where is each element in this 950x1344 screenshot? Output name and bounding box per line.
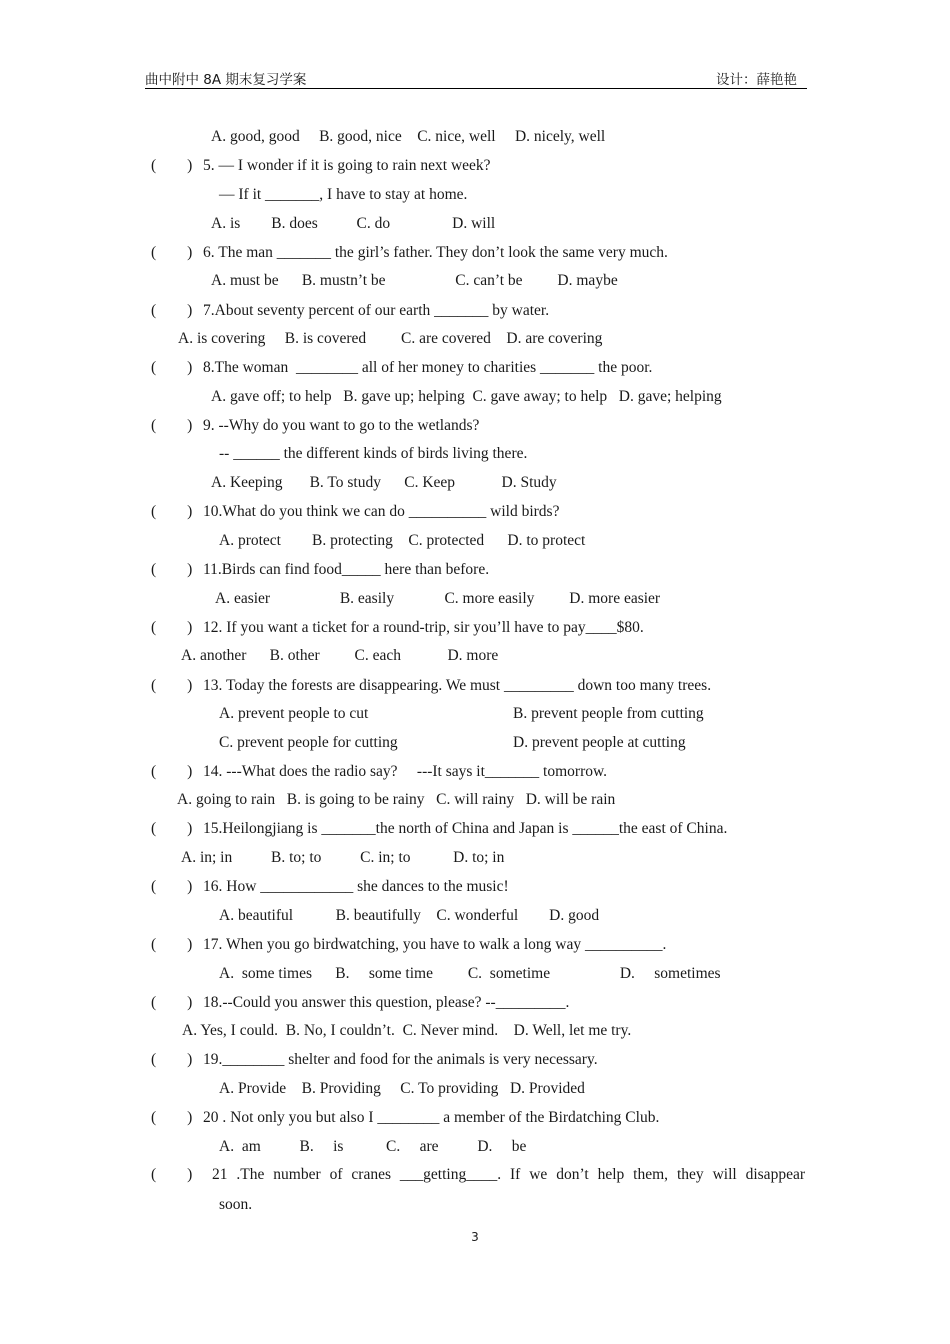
question-text: 9. --Why do you want to go to the wetlands? [203, 417, 480, 434]
question-text: 5. — I wonder if it is going to rain next week? [203, 157, 491, 174]
question-text: 18.--Could you answer this question, please? --_________. [203, 994, 570, 1011]
question-text: 15.Heilongjiang is _______the north of China and Japan is ______the east of China. [203, 820, 728, 837]
option-line: C. prevent people for cutting [219, 734, 398, 751]
option-line: -- ______ the different kinds of birds living there. [219, 445, 528, 462]
option-line: A. good, good B. good, nice C. nice, well D. nicely, well [211, 128, 606, 145]
answer-blank: ( ) [151, 820, 193, 837]
option-line: A. prevent people to cut [219, 705, 369, 722]
option-line: A. is covering B. is covered C. are covered D. are covering [178, 330, 603, 347]
option-line: A. am B. is C. are D. be [219, 1138, 527, 1155]
question-text: 8.The woman ________ all of her money to charities _______ the poor. [203, 359, 653, 376]
answer-blank: ( ) [151, 994, 193, 1011]
answer-blank: ( ) [151, 936, 193, 953]
answer-blank: ( ) [151, 1166, 193, 1183]
option-line: A. another B. other C. each D. more [181, 647, 499, 664]
answer-blank: ( ) [151, 157, 193, 174]
answer-blank: ( ) [151, 677, 193, 694]
answer-blank: ( ) [151, 302, 193, 319]
answer-blank: ( ) [151, 503, 193, 520]
page-number: 3 [471, 1230, 479, 1244]
question-text: 19.________ shelter and food for the animals is very necessary. [203, 1051, 598, 1068]
option-line: A. Yes, I could. B. No, I couldn’t. C. Never mind. D. Well, let me try. [182, 1022, 632, 1039]
page-header [145, 66, 807, 89]
question-text: 17. When you go birdwatching, you have to walk a long way __________. [203, 936, 667, 953]
option-line: D. prevent people at cutting [513, 734, 686, 751]
option-line: A. Keeping B. To study C. Keep D. Study [211, 474, 557, 491]
option-line: A. protect B. protecting C. protected D. to protect [219, 532, 586, 549]
question-text: 14. ---What does the radio say? ---It says it_______ tomorrow. [203, 763, 608, 780]
answer-blank: ( ) [151, 561, 193, 578]
answer-blank: ( ) [151, 1051, 193, 1068]
answer-blank: ( ) [151, 763, 193, 780]
answer-blank: ( ) [151, 619, 193, 636]
answer-blank: ( ) [151, 359, 193, 376]
option-line: B. prevent people from cutting [513, 705, 704, 722]
option-line: A. in; in B. to; to C. in; to D. to; in [181, 849, 505, 866]
option-line: A. is B. does C. do D. will [211, 215, 496, 232]
option-line: A. gave off; to help B. gave up; helping C. gave away; to help D. gave; helping [211, 388, 722, 405]
question-text: 12. If you want a ticket for a round-trip, sir you’ll have to pay____$80. [203, 619, 644, 636]
header-title: 曲中附中 8A 期末复习学案 [145, 72, 307, 88]
header-designer: 设计：薛艳艳 [716, 72, 797, 88]
question-text: 16. How ____________ she dances to the music! [203, 878, 509, 895]
option-line: A. going to rain B. is going to be rainy C. will rainy D. will be rain [177, 791, 616, 808]
question-text: 6. The man _______ the girl’s father. They don’t look the same very much. [203, 244, 668, 261]
question-text: 11.Birds can find food_____ here than before. [203, 561, 490, 578]
option-line: — If it _______, I have to stay at home. [219, 186, 468, 203]
answer-blank: ( ) [151, 417, 193, 434]
option-line: A. easier B. easily C. more easily D. more easier [215, 590, 661, 607]
question-text: 13. Today the forests are disappearing. We must _________ down too many trees. [203, 677, 712, 694]
option-line: A. must be B. mustn’t be C. can’t be D. maybe [211, 272, 618, 289]
answer-blank: ( ) [151, 878, 193, 895]
question-21: 21 .The number of cranes ___getting____. If we don’t help them, they will disappear [212, 1166, 805, 1183]
question-text: 7.About seventy percent of our earth _______ by water. [203, 302, 550, 319]
option-line: A. some times B. some time C. sometime D. sometimes [219, 965, 721, 982]
answer-blank: ( ) [151, 1109, 193, 1126]
option-line: A. beautiful B. beautifully C. wonderful D. good [219, 907, 600, 924]
question-text: 10.What do you think we can do __________ wild birds? [203, 503, 560, 520]
option-line: A. Provide B. Providing C. To providing D. Provided [219, 1080, 585, 1097]
answer-blank: ( ) [151, 244, 193, 261]
option-line: soon. [219, 1196, 253, 1213]
question-text: 20 . Not only you but also I ________ a member of the Birdatching Club. [203, 1109, 660, 1126]
